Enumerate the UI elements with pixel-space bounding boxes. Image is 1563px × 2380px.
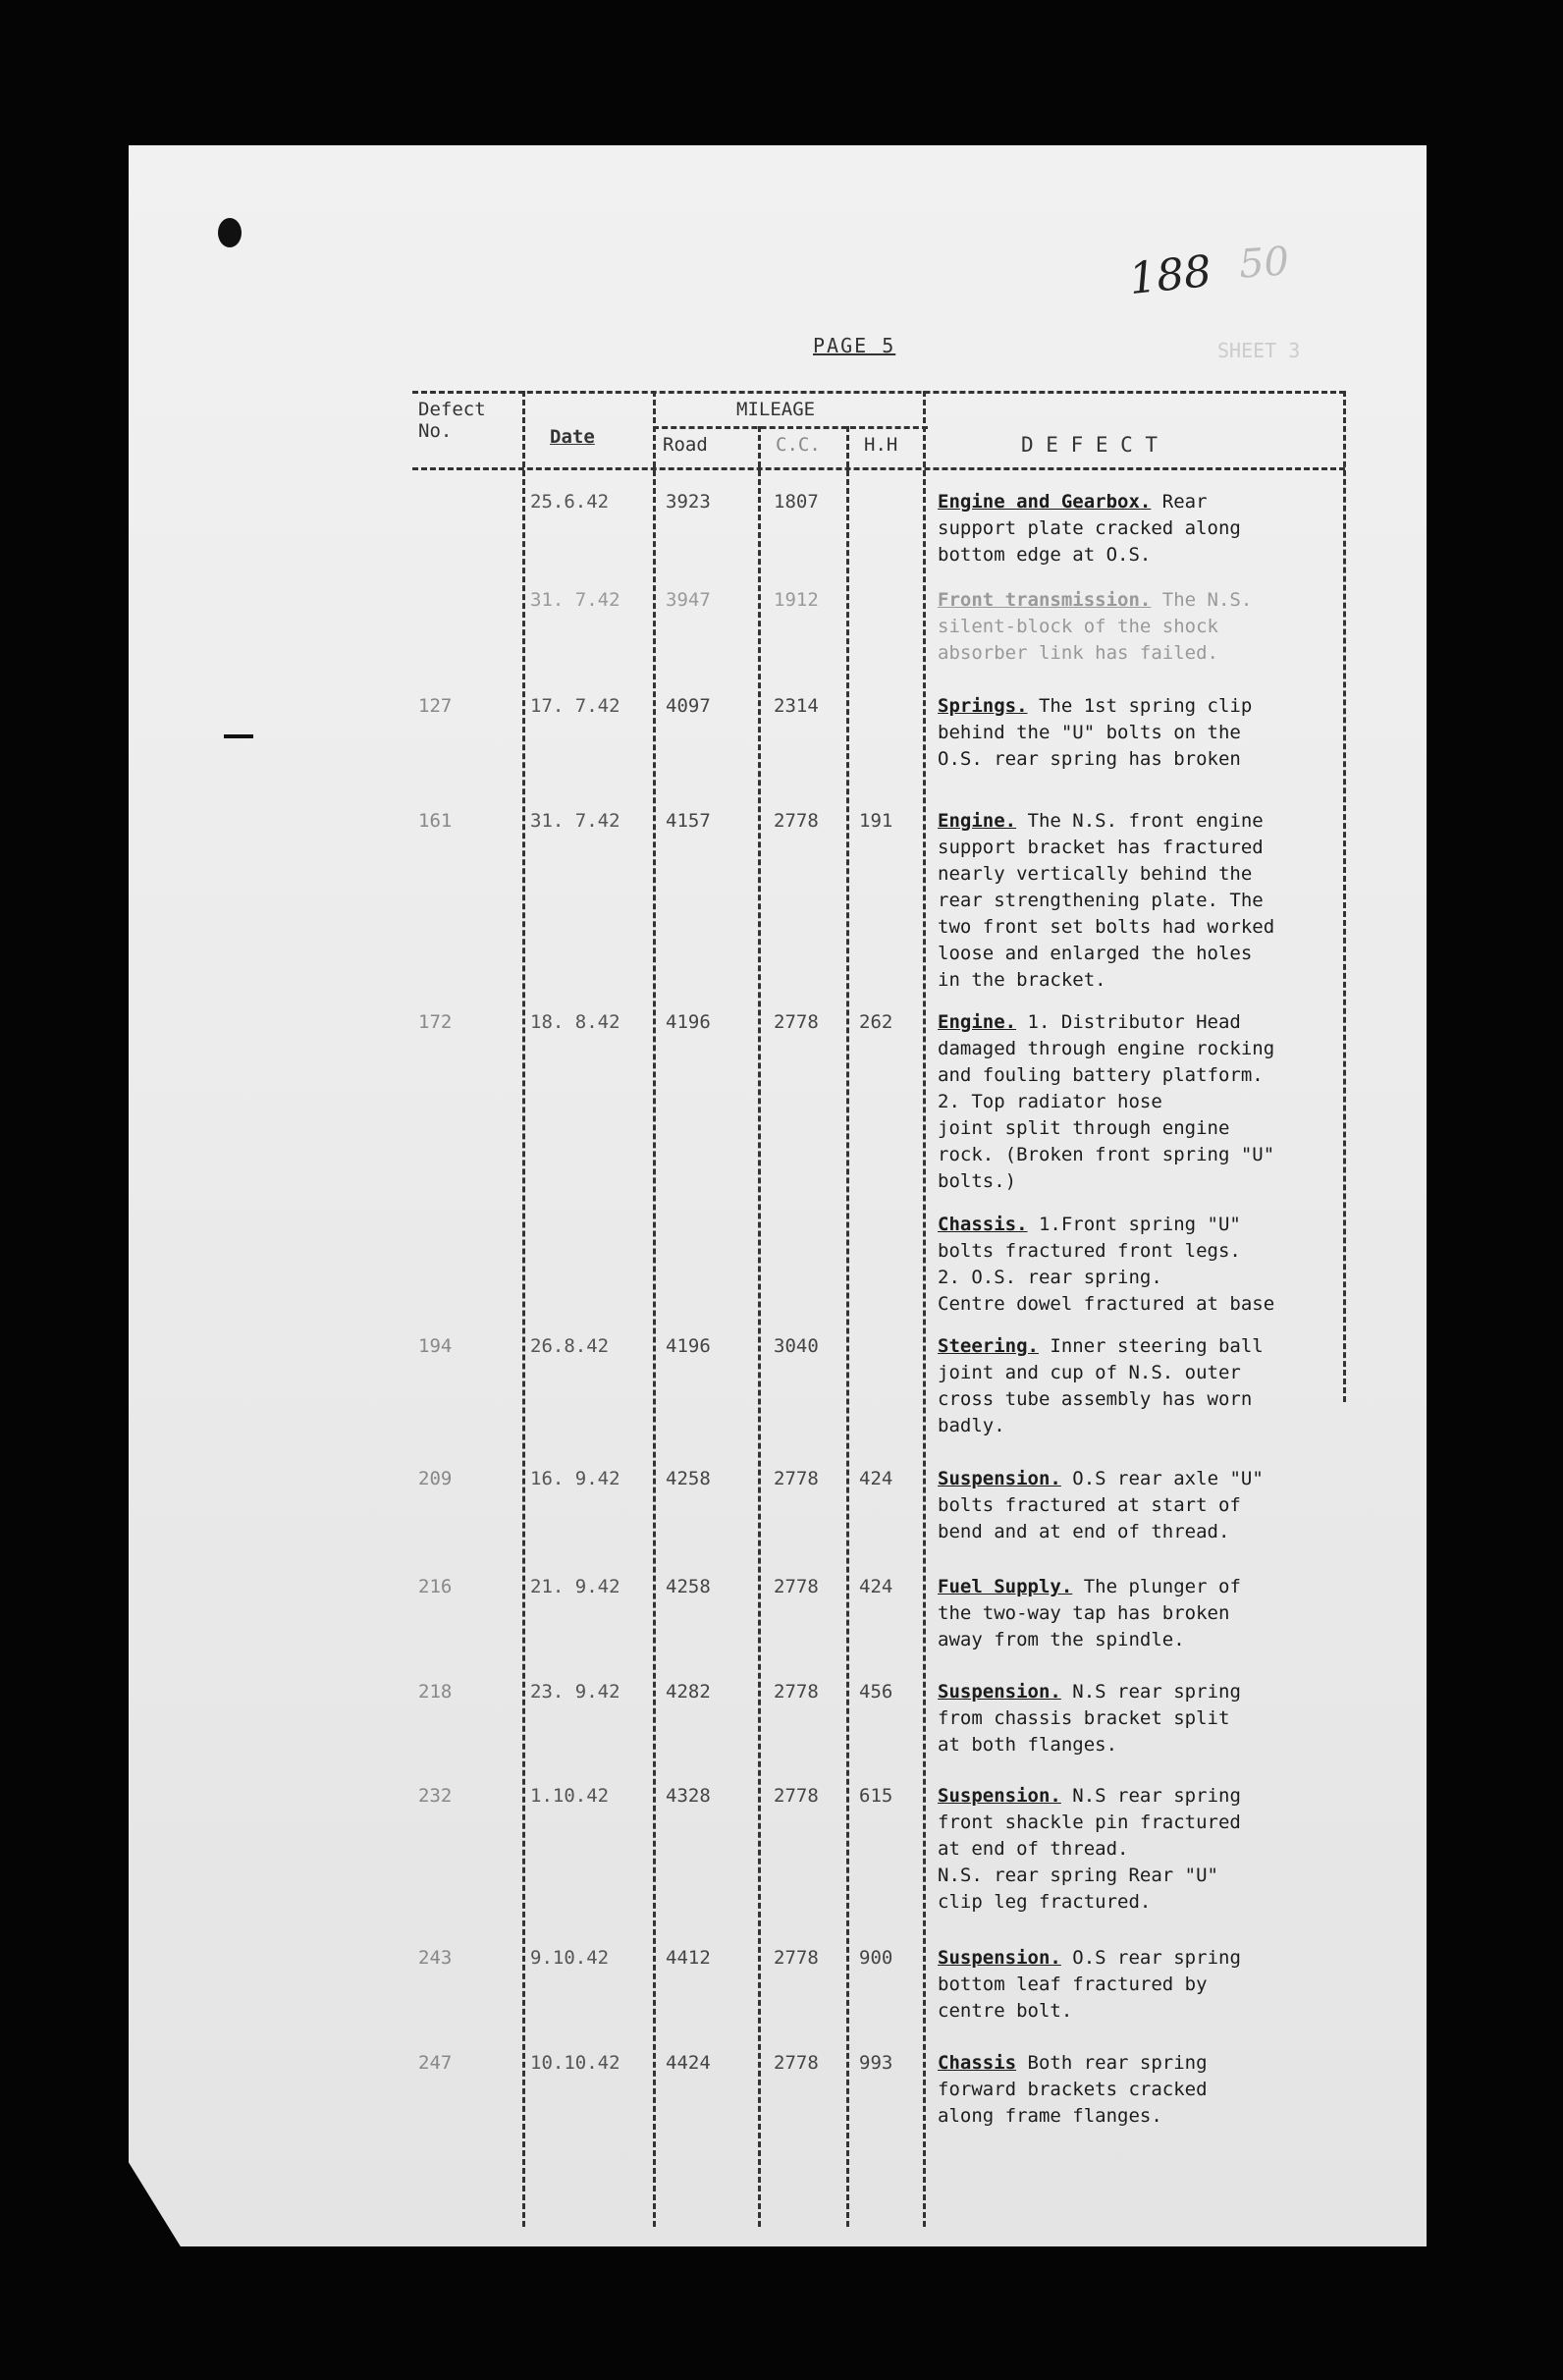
defect-text-line: front shackle pin fractured (938, 1812, 1241, 1833)
defect-first-line (938, 587, 1345, 614)
defect-text-line: joint split through engine (938, 1117, 1230, 1139)
header-road: Road (663, 434, 708, 456)
date-cell: 16. 9.42 (530, 1468, 620, 1489)
defect-text-line: Centre dowel fractured at base (938, 1293, 1275, 1315)
cc-mileage-cell: 2778 (774, 1011, 819, 1033)
defect-text-line: from chassis bracket split (938, 1707, 1230, 1729)
defect-text-line: joint and cup of N.S. outer (938, 1362, 1241, 1383)
defect-text-line: support plate cracked along (938, 517, 1241, 539)
defect-text-line: 1. Distributor Head (1027, 1011, 1241, 1033)
defect-title: Suspension. (938, 1681, 1061, 1703)
defect-no-cell: 194 (418, 1335, 453, 1357)
header-bottom-rule (412, 467, 1345, 470)
defect-no-cell: 209 (418, 1468, 453, 1489)
hh-mileage-cell: 456 (859, 1681, 893, 1703)
road-mileage-cell: 4157 (666, 810, 711, 832)
defect-text-line: bend and at end of thread. (938, 1521, 1230, 1542)
date-cell: 21. 9.42 (530, 1576, 620, 1597)
defect-first-line (938, 1945, 1345, 1972)
defect-description-cell (938, 1466, 1345, 1545)
defect-no-cell: 247 (418, 2052, 453, 2074)
defect-first-line (938, 1783, 1345, 1810)
defect-first-line (938, 1466, 1345, 1492)
defect-title: Springs. (938, 695, 1028, 717)
date-cell: 18. 8.42 (530, 1011, 620, 1033)
defect-title: Suspension. (938, 1468, 1061, 1489)
cc-mileage-cell: 2314 (774, 695, 819, 717)
defect-text-line: The N.S. front engine (1027, 810, 1264, 832)
defect-first-line (938, 693, 1345, 720)
defect-title: Engine. (938, 810, 1017, 832)
defect-text-line: bolts.) (938, 1170, 1017, 1192)
defect-first-line (938, 1333, 1345, 1360)
punch-hole-mark (218, 218, 242, 247)
defect-description-cell (938, 1783, 1345, 1916)
hh-mileage-cell: 191 (859, 810, 893, 832)
defect-description-cell (938, 693, 1345, 773)
defect-text-line: Both rear spring (1027, 2052, 1208, 2074)
cc-mileage-cell: 2778 (774, 810, 819, 832)
defect-title: Front transmission. (938, 589, 1152, 611)
margin-mark (224, 734, 253, 738)
road-mileage-cell: 4328 (666, 1785, 711, 1807)
date-cell: 10.10.42 (530, 2052, 620, 2074)
defect-description-cell (938, 1679, 1345, 1758)
defect-text-line: cross tube assembly has worn (938, 1388, 1253, 1410)
defect-text-line: badly. (938, 1415, 1005, 1436)
defect-text-line: Inner steering ball (1050, 1335, 1264, 1357)
defect-text-line: nearly vertically behind the (938, 863, 1253, 885)
defect-title: Chassis (938, 2052, 1017, 2074)
defect-title: Steering. (938, 1335, 1039, 1357)
defect-text-line: N.S rear spring (1072, 1681, 1241, 1703)
header-hh: H.H (864, 434, 898, 456)
col-divider-5 (923, 391, 926, 2227)
defect-title: Chassis. (938, 1214, 1028, 1235)
road-mileage-cell: 4424 (666, 2052, 711, 2074)
defect-description-cell (938, 808, 1345, 994)
defect-text-line: The 1st spring clip (1038, 695, 1253, 717)
defect-description-cell (938, 1574, 1345, 1653)
page-label: PAGE 5 (813, 334, 896, 357)
mileage-rule (653, 426, 928, 429)
defect-text-line: the two-way tap has broken (938, 1602, 1230, 1624)
col-divider-1 (522, 391, 525, 2227)
date-cell: 17. 7.42 (530, 695, 620, 717)
defect-title: Suspension. (938, 1785, 1061, 1807)
road-mileage-cell: 4258 (666, 1468, 711, 1489)
road-mileage-cell: 4258 (666, 1576, 711, 1597)
defect-first-line (938, 489, 1345, 515)
date-cell: 25.6.42 (530, 491, 610, 513)
col-divider-3 (758, 426, 761, 2227)
defect-text-line: at both flanges. (938, 1734, 1118, 1756)
defect-text-line: along frame flanges. (938, 2105, 1162, 2127)
hh-mileage-cell: 993 (859, 2052, 893, 2074)
defect-text-line: behind the "U" bolts on the (938, 722, 1241, 743)
hh-mileage-cell: 424 (859, 1468, 893, 1489)
defect-text-line: 2. O.S. rear spring. (938, 1267, 1162, 1288)
defect-text-line: rear strengthening plate. The (938, 890, 1264, 911)
folio-number: 188 (1126, 245, 1214, 305)
defect-text-line: O.S rear spring (1072, 1947, 1241, 1969)
date-cell: 1.10.42 (530, 1785, 610, 1807)
defect-text-line: two front set bolts had worked (938, 916, 1275, 938)
defect-description-cell (938, 1333, 1345, 1439)
defect-text-line: forward brackets cracked (938, 2079, 1208, 2100)
cc-mileage-cell: 2778 (774, 1681, 819, 1703)
defect-text-line: bolts fractured at start of (938, 1494, 1241, 1516)
defect-text-line: 1.Front spring "U" (1038, 1214, 1241, 1235)
defect-text-line: Rear (1161, 491, 1208, 513)
defect-description-cell (938, 1009, 1345, 1195)
defect-no-cell: 161 (418, 810, 453, 832)
defect-text-line: damaged through engine rocking (938, 1038, 1275, 1059)
defect-no-cell: 243 (418, 1947, 453, 1969)
cc-mileage-cell: 1807 (774, 491, 819, 513)
cc-mileage-cell: 2778 (774, 1468, 819, 1489)
defect-text-line: in the bracket. (938, 969, 1106, 991)
defect-text-line: N.S. rear spring Rear "U" (938, 1865, 1218, 1886)
road-mileage-cell: 3947 (666, 589, 711, 611)
cc-mileage-cell: 1912 (774, 589, 819, 611)
defect-text-line: rock. (Broken front spring "U" (938, 1144, 1275, 1165)
defect-text-line: at end of thread. (938, 1838, 1129, 1860)
table-top-rule (412, 391, 1345, 394)
road-mileage-cell: 4196 (666, 1011, 711, 1033)
road-mileage-cell: 4412 (666, 1947, 711, 1969)
defect-text-line: O.S rear axle "U" (1072, 1468, 1264, 1489)
defect-no-cell: 232 (418, 1785, 453, 1807)
hh-mileage-cell: 262 (859, 1011, 893, 1033)
defect-first-line (938, 1679, 1345, 1705)
cc-mileage-cell: 2778 (774, 1947, 819, 1969)
defect-no-cell: 172 (418, 1011, 453, 1033)
date-cell: 31. 7.42 (530, 810, 620, 832)
cc-mileage-cell: 2778 (774, 1576, 819, 1597)
defect-description-cell (938, 1212, 1345, 1318)
header-defect: D E F E C T (1021, 433, 1159, 457)
defect-text-line: silent-block of the shock (938, 616, 1218, 637)
defect-text-line: loose and enlarged the holes (938, 943, 1253, 964)
road-mileage-cell: 4097 (666, 695, 711, 717)
folio-number-faint: 50 (1237, 239, 1291, 288)
defect-description-cell (938, 2050, 1345, 2130)
defect-first-line (938, 808, 1345, 835)
defect-no-cell: 127 (418, 695, 453, 717)
defect-text-line: 2. Top radiator hose (938, 1091, 1162, 1112)
defect-table (412, 391, 1345, 2227)
defect-text-line: O.S. rear spring has broken (938, 748, 1241, 770)
defect-text-line: bolts fractured front legs. (938, 1240, 1241, 1262)
header-mileage: MILEAGE (736, 399, 816, 420)
defect-title: Fuel Supply. (938, 1576, 1073, 1597)
defect-description-cell (938, 587, 1345, 667)
date-cell: 23. 9.42 (530, 1681, 620, 1703)
defect-no-cell: 216 (418, 1576, 453, 1597)
defect-text-line: centre bolt. (938, 2000, 1073, 2022)
road-mileage-cell: 4196 (666, 1335, 711, 1357)
hh-mileage-cell: 424 (859, 1576, 893, 1597)
defect-text-line: clip leg fractured. (938, 1891, 1152, 1913)
defect-first-line (938, 1574, 1345, 1600)
defect-first-line (938, 1212, 1345, 1238)
hh-mileage-cell: 615 (859, 1785, 893, 1807)
header-date: Date (550, 426, 595, 448)
defect-text-line: and fouling battery platform. (938, 1064, 1264, 1086)
defect-title: Suspension. (938, 1947, 1061, 1969)
defect-text-line: bottom edge at O.S. (938, 544, 1152, 566)
date-cell: 26.8.42 (530, 1335, 610, 1357)
defect-description-cell (938, 489, 1345, 568)
defect-text-line: absorber link has failed. (938, 642, 1218, 664)
road-mileage-cell: 3923 (666, 491, 711, 513)
defect-no-cell: 218 (418, 1681, 453, 1703)
header-defect-no: Defect No. (418, 399, 486, 442)
defect-first-line (938, 2050, 1345, 2077)
cc-mileage-cell: 3040 (774, 1335, 819, 1357)
date-cell: 9.10.42 (530, 1947, 610, 1969)
cc-mileage-cell: 2778 (774, 2052, 819, 2074)
defect-title: Engine and Gearbox. (938, 491, 1152, 513)
defect-text-line: N.S rear spring (1072, 1785, 1241, 1807)
defect-text-line: away from the spindle. (938, 1629, 1185, 1650)
defect-text-line: The plunger of (1083, 1576, 1241, 1597)
defect-title: Engine. (938, 1011, 1017, 1033)
defect-description-cell (938, 1945, 1345, 2025)
defect-text-line: support bracket has fractured (938, 837, 1264, 858)
date-cell: 31. 7.42 (530, 589, 620, 611)
road-mileage-cell: 4282 (666, 1681, 711, 1703)
defect-text-line: The N.S. (1161, 589, 1253, 611)
hh-mileage-cell: 900 (859, 1947, 893, 1969)
cc-mileage-cell: 2778 (774, 1785, 819, 1807)
header-cc: C.C. (776, 434, 821, 456)
defect-text-line: bottom leaf fractured by (938, 1974, 1208, 1995)
defect-first-line (938, 1009, 1345, 1036)
corner-label: SHEET 3 (1217, 339, 1301, 362)
